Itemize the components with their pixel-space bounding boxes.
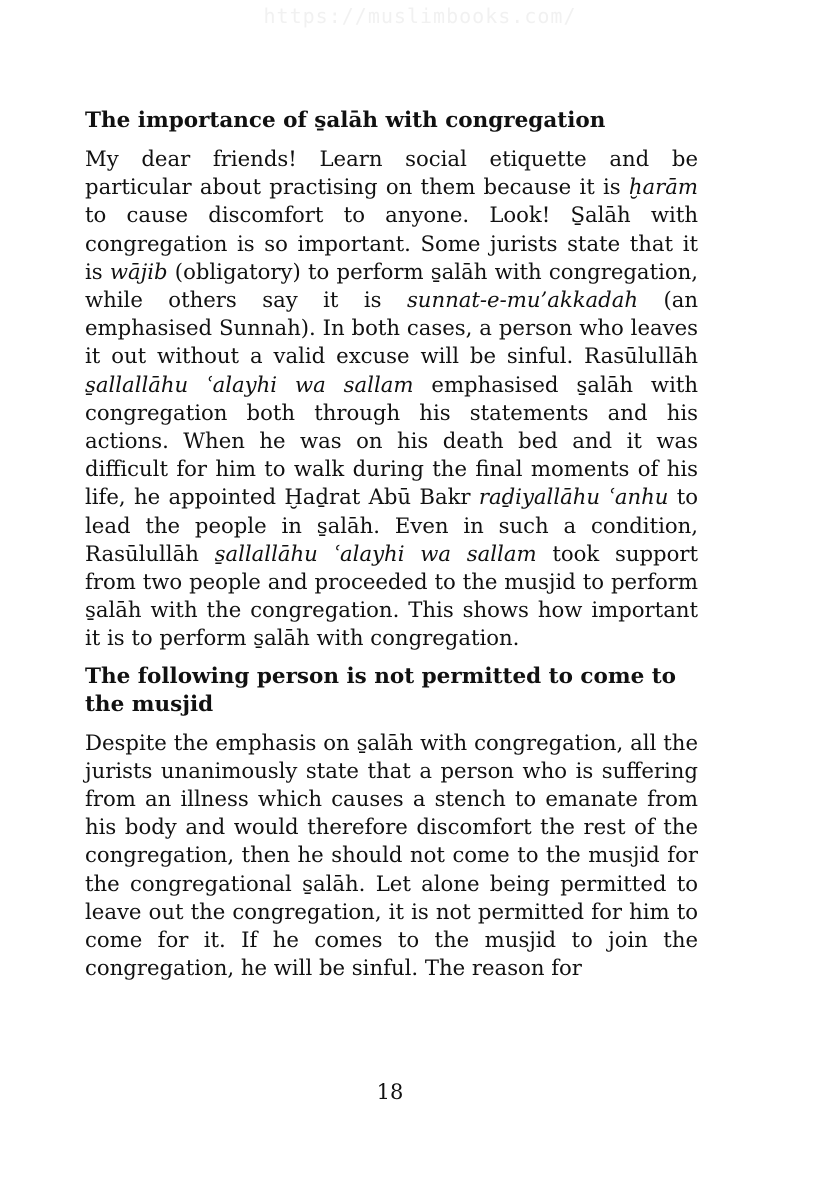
section-heading-2: The following person is not permitted to come to the musjid — [85, 663, 677, 717]
text-run: (obligatory) to perform s̱alāh with congregation, while others say it is — [85, 258, 698, 313]
section-not-permitted — [85, 663, 698, 983]
section-heading-1: The importance of s̱alāh with congregation — [85, 108, 606, 133]
italic-term: raḏiyallāhu ʿanhu — [478, 484, 669, 510]
italic-term: sunnat-e-mu’akkadah — [406, 287, 639, 313]
page-body — [85, 107, 698, 992]
italic-term: s̱allallāhu ʿalayhi wa sallam — [85, 371, 414, 397]
italic-term: ḫarām — [628, 174, 698, 200]
text-run: Despite the emphasis on s̱alāh with congregation, all the jurists unanimously state that a person who is suffering from an illness which causes a stench to emanate from his body and would therefore discomfort the rest of the congregation, then he should not come to the musjid for the congregational s̱alāh. Let alone being permitted to leave out the congregation, it is not permitted for him to come for it. If he comes to the musjid to join the congregation, he will be sinful. The reason for — [85, 729, 698, 981]
text-run: emphasised s̱alāh with congregation both through his statements and his actions. When he was on his death bed and it was difficult for him to walk during the final moments of his life, he appointed Ḫaḏrat Abū Bakr — [85, 371, 698, 510]
text-run: (an emphasised Sunnah). In both cases, a person who leaves it out without a valid excuse will be sinful. Rasūlullāh — [85, 287, 698, 369]
section-importance-of-salah — [85, 107, 698, 653]
text-run: to cause discomfort to anyone. Look! S̱alāh with congregation is so important. Some jurists state that it is — [85, 202, 698, 284]
text-run: My dear friends! Learn social etiquette and be particular about practising on them because it is — [85, 146, 698, 200]
text-run: took support from two people and proceeded to the musjid to perform s̱alāh with the congregation. This shows how important it is to perform s̱alāh with congregation. — [85, 540, 698, 651]
section-paragraph-1 — [85, 145, 698, 653]
watermark-text: https://muslimbooks.com/ — [263, 4, 577, 28]
page-number: 18 — [376, 1080, 404, 1104]
italic-term: s̱allallāhu ʿalayhi wa sallam — [214, 540, 537, 566]
italic-term: wājib — [109, 258, 168, 284]
text-run: to lead the people in s̱alāh. Even in such a condition, Rasūlullāh — [85, 484, 698, 566]
section-paragraph-2 — [85, 729, 698, 983]
